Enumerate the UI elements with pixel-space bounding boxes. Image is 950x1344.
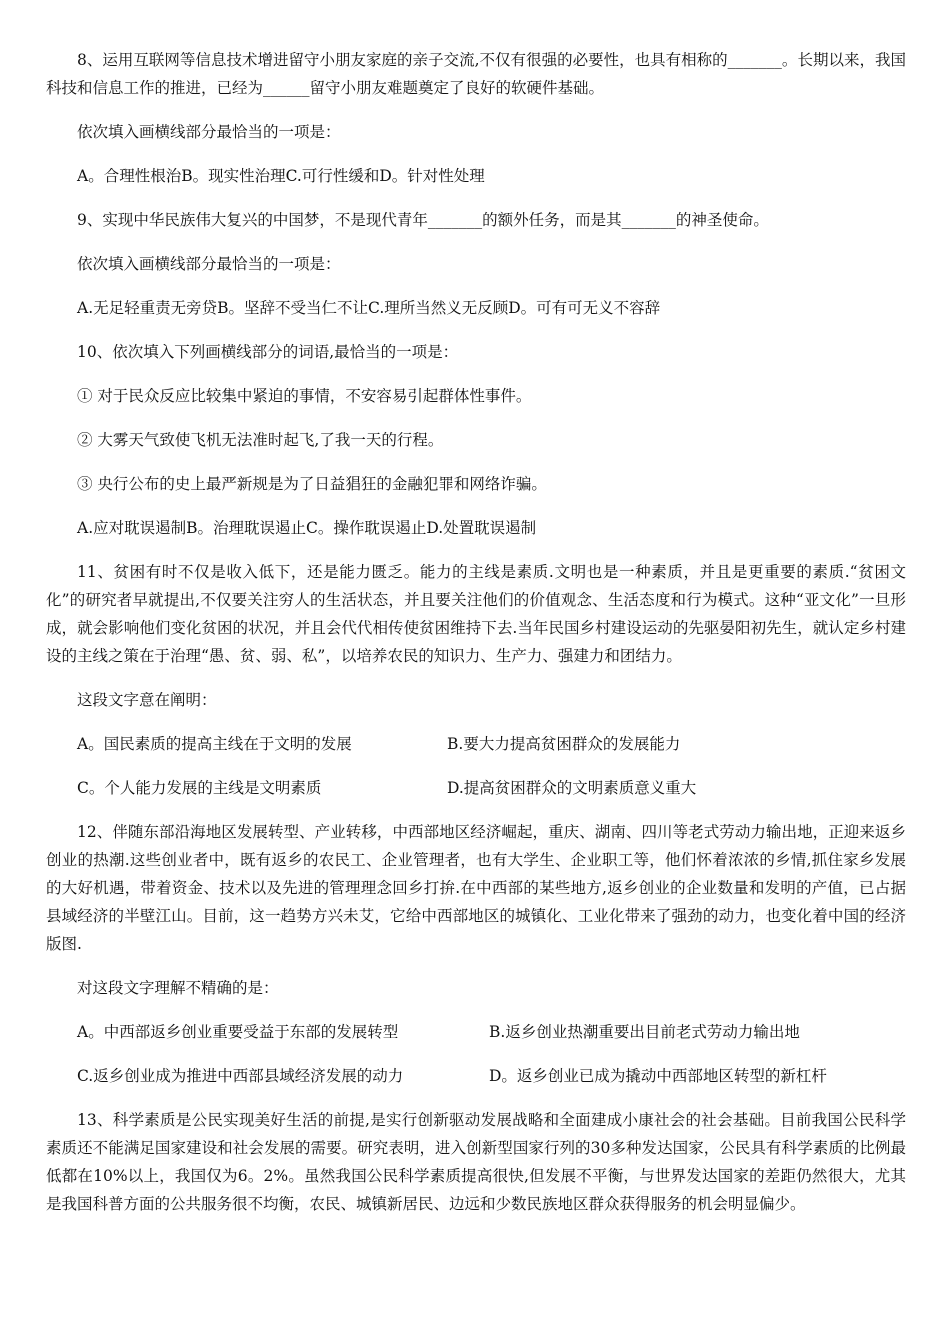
question-8-options: A。合理性根治B。现实性治理C.可行性缓和D。针对性处理 bbox=[77, 167, 485, 185]
question-10-options: A.应对耽误遏制B。治理耽误遏止C。操作耽误遏止D.处置耽误遏制 bbox=[77, 519, 537, 537]
question-10-sentence-3: ③ 央行公布的史上最严新规是为了日益猖狂的金融犯罪和网络诈骗。 bbox=[77, 475, 547, 493]
question-11-option-b: B.要大力提高贫困群众的发展能力 bbox=[447, 735, 681, 753]
question-8 bbox=[46, 46, 906, 190]
question-10-sentence-2: ② 大雾天气致使飞机无法准时起飞,了我一天的行程。 bbox=[77, 431, 444, 449]
question-12-prompt: 对这段文字理解不精确的是： bbox=[77, 979, 279, 997]
question-13 bbox=[46, 1106, 906, 1218]
question-9-stem: 9、实现中华民族伟大复兴的中国梦，不是现代青年_______的额外任务，而是其_______的神圣使命。 bbox=[77, 211, 769, 229]
question-12-stem: 12、伴随东部沿海地区发展转型、产业转移，中西部地区经济崛起，重庆、湖南、四川等老式劳动力输出地，正迎来返乡创业的热潮.这些创业者中，既有返乡的农民工、企业管理者，也有大学生、企业职工等，他们怀着浓浓的乡情,抓住家乡发展的大好机遇，带着资金、技术以及先进的管理理念回乡打拚.在中西部的某些地方,返乡创业的企业数量和发明的产值，已占据县域经济的半壁江山。目前，这一趋势方兴未艾，它给中西部地区的城镇化、工业化带来了强劲的动力，也变化着中国的经济版图. bbox=[46, 823, 906, 953]
question-10-sentence-1: ① 对于民众反应比较集中紧迫的事情，不安容易引起群体性事件。 bbox=[77, 387, 532, 405]
question-12-option-a: A。中西部返乡创业重要受益于东部的发展转型 bbox=[77, 1023, 399, 1041]
question-11-option-a: A。国民素质的提高主线在于文明的发展 bbox=[77, 735, 352, 753]
question-10-stem: 10、依次填入下列画横线部分的词语,最恰当的一项是： bbox=[77, 343, 459, 361]
question-8-prompt: 依次填入画横线部分最恰当的一项是： bbox=[77, 123, 341, 141]
question-11-option-c: C。个人能力发展的主线是文明素质 bbox=[77, 779, 322, 797]
question-12-option-c: C.返乡创业成为推进中西部县域经济发展的动力 bbox=[77, 1067, 404, 1085]
question-11-options-row-1 bbox=[46, 730, 906, 758]
question-9 bbox=[46, 206, 906, 322]
question-10 bbox=[46, 338, 906, 542]
question-12-option-b: B.返乡创业热潮重要出目前老式劳动力输出地 bbox=[489, 1023, 800, 1041]
question-12-options-row-2 bbox=[46, 1062, 906, 1090]
question-11 bbox=[46, 558, 906, 802]
question-9-options: A.无足轻重责无旁贷B。坚辞不受当仁不让C.理所当然义无反顾D。可有可无义不容辞 bbox=[77, 299, 661, 317]
question-11-prompt: 这段文字意在阐明： bbox=[77, 691, 217, 709]
question-12-option-d: D。返乡创业已成为撬动中西部地区转型的新杠杆 bbox=[489, 1067, 827, 1085]
question-9-prompt: 依次填入画横线部分最恰当的一项是： bbox=[77, 255, 341, 273]
question-11-stem: 11、贫困有时不仅是收入低下，还是能力匮乏。能力的主线是素质.文明也是一种素质，并且是更重要的素质.“贫困文化”的研究者早就提出,不仅要关注穷人的生活状态，并且要关注他们的价值观念、生活态度和行为模式。这种“亚文化”一旦形成，就会影响他们变化贫困的状况，并且会代代相传使贫困维持下去.当年民国乡村建设运动的先驱晏阳初先生，就认定乡村建设的主线之策在于治理“愚、贫、弱、私”，以培养农民的知识力、生产力、强建力和团结力。 bbox=[46, 563, 906, 665]
question-11-options-row-2 bbox=[46, 774, 906, 802]
question-8-stem: 8、运用互联网等信息技术增进留守小朋友家庭的亲子交流,不仅有很强的必要性，也具有相称的_______。长期以来，我国科技和信息工作的推进，已经为______留守小朋友难题奠定了良好的软硬件基础。 bbox=[46, 51, 906, 97]
question-11-option-d: D.提高贫困群众的文明素质意义重大 bbox=[447, 779, 697, 797]
question-13-stem: 13、科学素质是公民实现美好生活的前提,是实行创新驱动发展战略和全面建成小康社会的社会基础。目前我国公民科学素质还不能满足国家建设和社会发展的需要。研究表明，进入创新型国家行列的30多种发达国家，公民具有科学素质的比例最低都在10%以上，我国仅为6。2%。虽然我国公民科学素质提高很快,但发展不平衡，与世界发达国家的差距仍然很大，尤其是我国科普方面的公共服务很不均衡，农民、城镇新居民、边远和少数民族地区群众获得服务的机会明显偏少。 bbox=[46, 1111, 906, 1213]
question-12-options-row-1 bbox=[46, 1018, 906, 1046]
question-12 bbox=[46, 818, 906, 1090]
